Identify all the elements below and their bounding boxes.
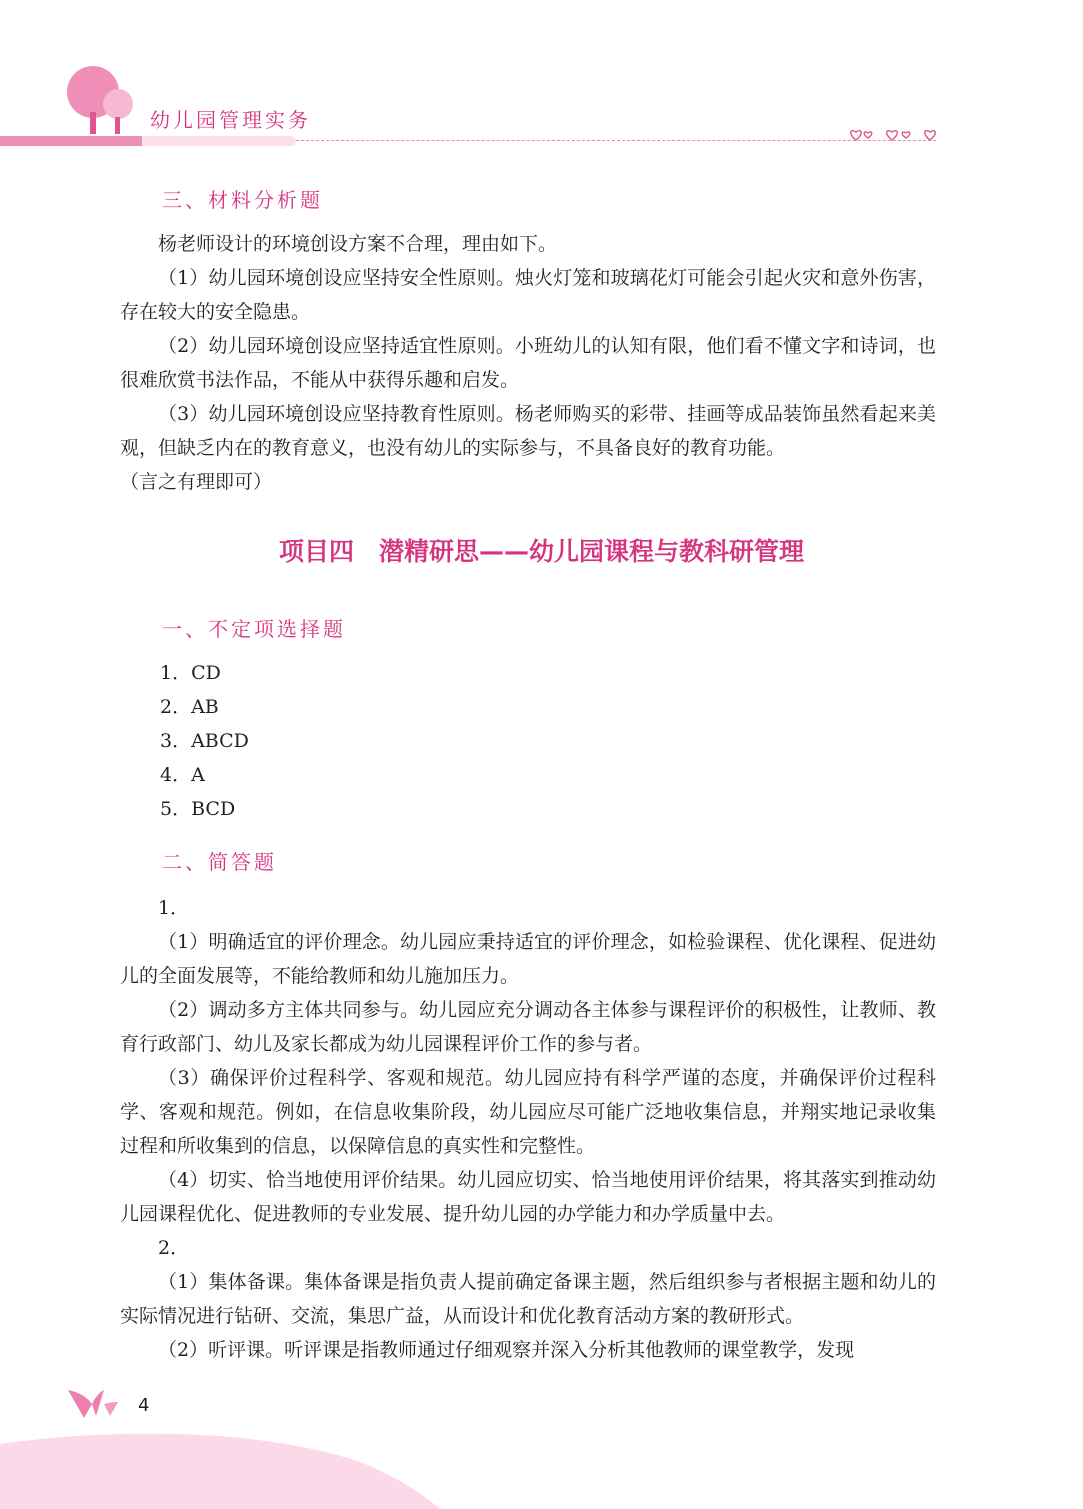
paragraph: （2）幼儿园环境创设应坚持适宜性原则。小班幼儿的认知有限，他们看不懂文字和诗词，也很难欣赏书法作品，不能从中获得乐趣和启发。 — [120, 335, 936, 391]
page-number: 4 — [138, 1395, 150, 1416]
section-title-short-answer: 二、简答题 — [162, 850, 277, 874]
question-number: 1． — [158, 897, 190, 919]
book-title: 幼儿园管理实务 — [150, 108, 311, 132]
section-title-material-analysis: 三、材料分析题 — [162, 188, 323, 212]
paragraph: （3）幼儿园环境创设应坚持教育性原则。杨老师购买的彩带、挂画等成品装饰虽然看起来美观，但缺乏内在的教育意义，也没有幼儿的实际参与，不具备良好的教育功能。 — [120, 403, 936, 459]
paragraph: （1）明确适宜的评价理念。幼儿园应秉持适宜的评价理念，如检验课程、优化课程、促进幼儿的全面发展等，不能给教师和幼儿施加压力。 — [120, 931, 936, 987]
paragraph: （4）切实、恰当地使用评价结果。幼儿园应切实、恰当地使用评价结果，将其落实到推动幼儿园课程优化、促进教师的专业发展、提升幼儿园的办学能力和办学质量中去。 — [120, 1169, 936, 1225]
paragraph: （1）集体备课。集体备课是指负责人提前确定备课主题，然后组织参与者根据主题和幼儿的实际情况进行钻研、交流，集思广益，从而设计和优化教育活动方案的教研形式。 — [120, 1271, 936, 1327]
question-number: 2． — [158, 1237, 190, 1259]
footer-pink-wave — [0, 1422, 1083, 1509]
section-title-choice: 一、不定项选择题 — [162, 617, 346, 641]
answer-item: 3．ABCD — [160, 730, 249, 752]
choice-answers — [160, 656, 249, 826]
paragraph: 杨老师设计的环境创设方案不合理，理由如下。 — [158, 233, 558, 255]
answer-item: 5．BCD — [160, 798, 236, 820]
header-bar — [0, 136, 296, 146]
heart-ornament-icon — [848, 126, 944, 146]
short-answer-body — [120, 891, 936, 1367]
paragraph: （2）听评课。听评课是指教师通过仔细观察并深入分析其他教师的课堂教学，发现 — [158, 1339, 855, 1361]
material-analysis-body — [120, 227, 936, 499]
paragraph: （1）幼儿园环境创设应坚持安全性原则。烛火灯笼和玻璃花灯可能会引起火灾和意外伤害，存在较大的安全隐患。 — [120, 267, 936, 323]
project-title: 项目四 潜精研思——幼儿园课程与教科研管理 — [278, 537, 804, 566]
answer-item: 2．AB — [160, 696, 219, 718]
sprout-icon — [66, 1386, 122, 1422]
paragraph: （2）调动多方主体共同参与。幼儿园应充分调动各主体参与课程评价的积极性，让教师、教育行政部门、幼儿及家长都成为幼儿园课程评价工作的参与者。 — [120, 999, 936, 1055]
answer-item: 4．A — [160, 764, 205, 786]
answer-item: 1．CD — [160, 662, 221, 684]
header-tree-icon — [60, 62, 140, 138]
note: （言之有理即可） — [120, 471, 273, 493]
paragraph: （3）确保评价过程科学、客观和规范。幼儿园应持有科学严谨的态度，并确保评价过程科学、客观和规范。例如，在信息收集阶段，幼儿园应尽可能广泛地收集信息，并翔实地记录收集过程和所收集到的信息，以保障信息的真实性和完整性。 — [120, 1067, 936, 1157]
header-dashed-line — [296, 140, 936, 141]
